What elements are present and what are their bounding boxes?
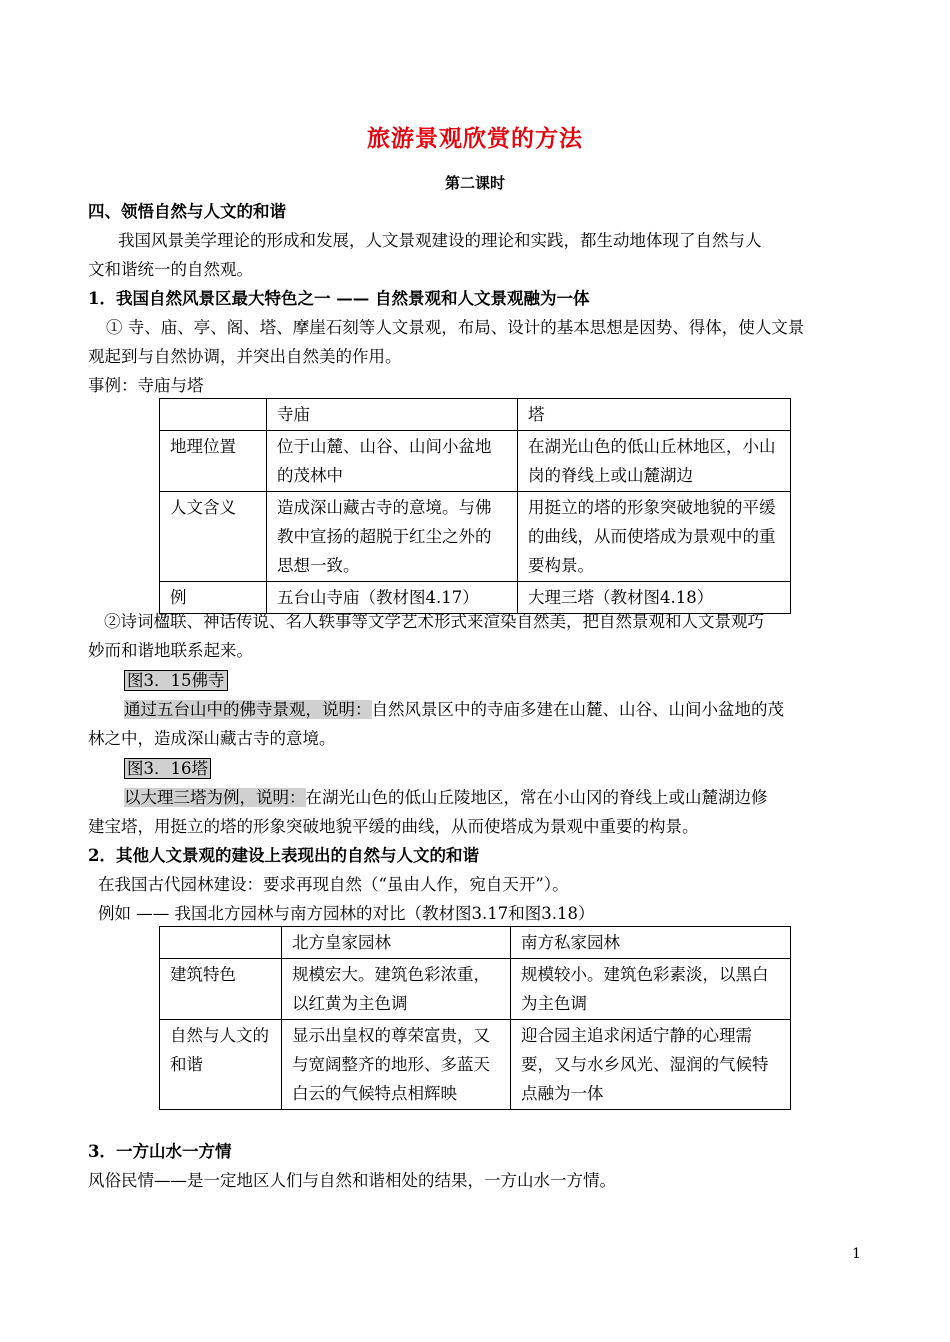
table-row: [160, 399, 791, 431]
table-cell: 塔: [518, 399, 791, 431]
table-row: [160, 927, 791, 959]
section4-heading: 四、领悟自然与人文的和谐: [88, 202, 286, 221]
table-cell: 五台山寺庙（教材图4.17）: [267, 582, 518, 614]
point1-heading: 1．我国自然风景区最大特色之一 —— 自然景观和人文景观融为一体: [88, 289, 590, 308]
section4-intro-line2: 文和谐统一的自然观。: [88, 260, 253, 279]
point2-heading: 2．其他人文景观的建设上表现出的自然与人文的和谐: [88, 846, 479, 865]
figure-3-16-label: 图3．16塔: [124, 758, 211, 779]
table-row: [160, 1020, 791, 1110]
figure-3-15-label-line: [124, 666, 904, 695]
point3-heading: 3．一方山水一方情: [88, 1142, 232, 1161]
garden-comparison-table: [159, 926, 791, 1110]
table-cell: [160, 399, 267, 431]
table-cell: 自然与人文的和谐: [160, 1020, 282, 1110]
figure-3-15-text-line2: 林之中，造成深山藏古寺的意境。: [88, 729, 336, 748]
figure-3-15-lead: 通过五台山中的佛寺景观，说明：: [124, 700, 372, 719]
figure-3-16-lead: 以大理三塔为例，说明：: [124, 788, 306, 807]
temple-tower-table: [159, 398, 791, 614]
table-cell: 规模宏大。建筑色彩浓重，以红黄为主色调: [282, 959, 511, 1020]
table-cell: 大理三塔（教材图4.18）: [518, 582, 791, 614]
point1-para2-line1: ②诗词楹联、神话传说、名人轶事等文学艺术形式来渲染自然美，把自然景观和人文景观巧: [104, 612, 764, 631]
document-title: 旅游景观欣赏的方法: [367, 125, 583, 152]
table-cell: 显示出皇权的尊荣富贵，又与宽阔整齐的地形、多蓝天白云的气候特点相辉映: [282, 1020, 511, 1110]
table-cell: 迎合园主追求闲适宁静的心理需要，又与水乡风光、湿润的气候特点融为一体: [511, 1020, 791, 1110]
table-row: [160, 959, 791, 1020]
point2-line1: 在我国古代园林建设：要求再现自然（“虽由人作，宛自天开”）。: [98, 875, 569, 894]
table-cell: 北方皇家园林: [282, 927, 511, 959]
figure-3-16-text-line1: [124, 783, 904, 812]
document-subtitle: 第二课时: [444, 174, 505, 192]
table-cell: 规模较小。建筑色彩素淡，以黑白为主色调: [511, 959, 791, 1020]
figure-3-15-text-line1: [124, 695, 904, 724]
table-cell: 例: [160, 582, 267, 614]
section4-intro-line1: 我国风景美学理论的形成和发展，人文景观建设的理论和实践，都生动地体现了自然与人: [118, 231, 762, 250]
point3-line1: 风俗民情——是一定地区人们与自然和谐相处的结果，一方山水一方情。: [88, 1171, 616, 1190]
figure-3-16-label-line: [124, 754, 904, 783]
point1-para2-line2: 妙而和谐地联系起来。: [88, 641, 253, 660]
table-cell: 南方私家园林: [511, 927, 791, 959]
table-cell: 用挺立的塔的形象突破地貌的平缓的曲线，从而使塔成为景观中的重要构景。: [518, 492, 791, 582]
figure-3-16-text: 在湖光山色的低山丘陵地区，常在小山冈的脊线上或山麓湖边修: [305, 788, 768, 807]
point2-line2: 例如 —— 我国北方园林与南方园林的对比（教材图3.17和图3.18）: [98, 904, 595, 923]
point1-para1-line2: 观起到与自然协调，并突出自然美的作用。: [88, 347, 402, 366]
figure-3-16-text-line2: 建宝塔，用挺立的塔的形象突破地貌平缓的曲线，从而使塔成为景观中重要的构景。: [88, 817, 699, 836]
table-cell: [160, 927, 282, 959]
table-cell: 造成深山藏古寺的意境。与佛教中宣扬的超脱于红尘之外的思想一致。: [267, 492, 518, 582]
example-label: 事例：寺庙与塔: [88, 376, 204, 395]
figure-3-15-text: 自然风景区中的寺庙多建在山麓、山谷、山间小盆地的茂: [371, 700, 784, 719]
table-row: [160, 492, 791, 582]
figure-3-15-label: 图3．15佛寺: [124, 670, 228, 691]
page-number: 1: [852, 1246, 861, 1262]
table-cell: 位于山麓、山谷、山间小盆地的茂林中: [267, 431, 518, 492]
table-row: [160, 431, 791, 492]
table-cell: 地理位置: [160, 431, 267, 492]
table-cell: 建筑特色: [160, 959, 282, 1020]
table-cell: 人文含义: [160, 492, 267, 582]
point1-para1-line1: ① 寺、庙、亭、阁、塔、摩崖石刻等人文景观，布局、设计的基本思想是因势、得体，使人文景: [106, 318, 805, 337]
table-cell: 在湖光山色的低山丘林地区，小山岗的脊线上或山麓湖边: [518, 431, 791, 492]
table-cell: 寺庙: [267, 399, 518, 431]
